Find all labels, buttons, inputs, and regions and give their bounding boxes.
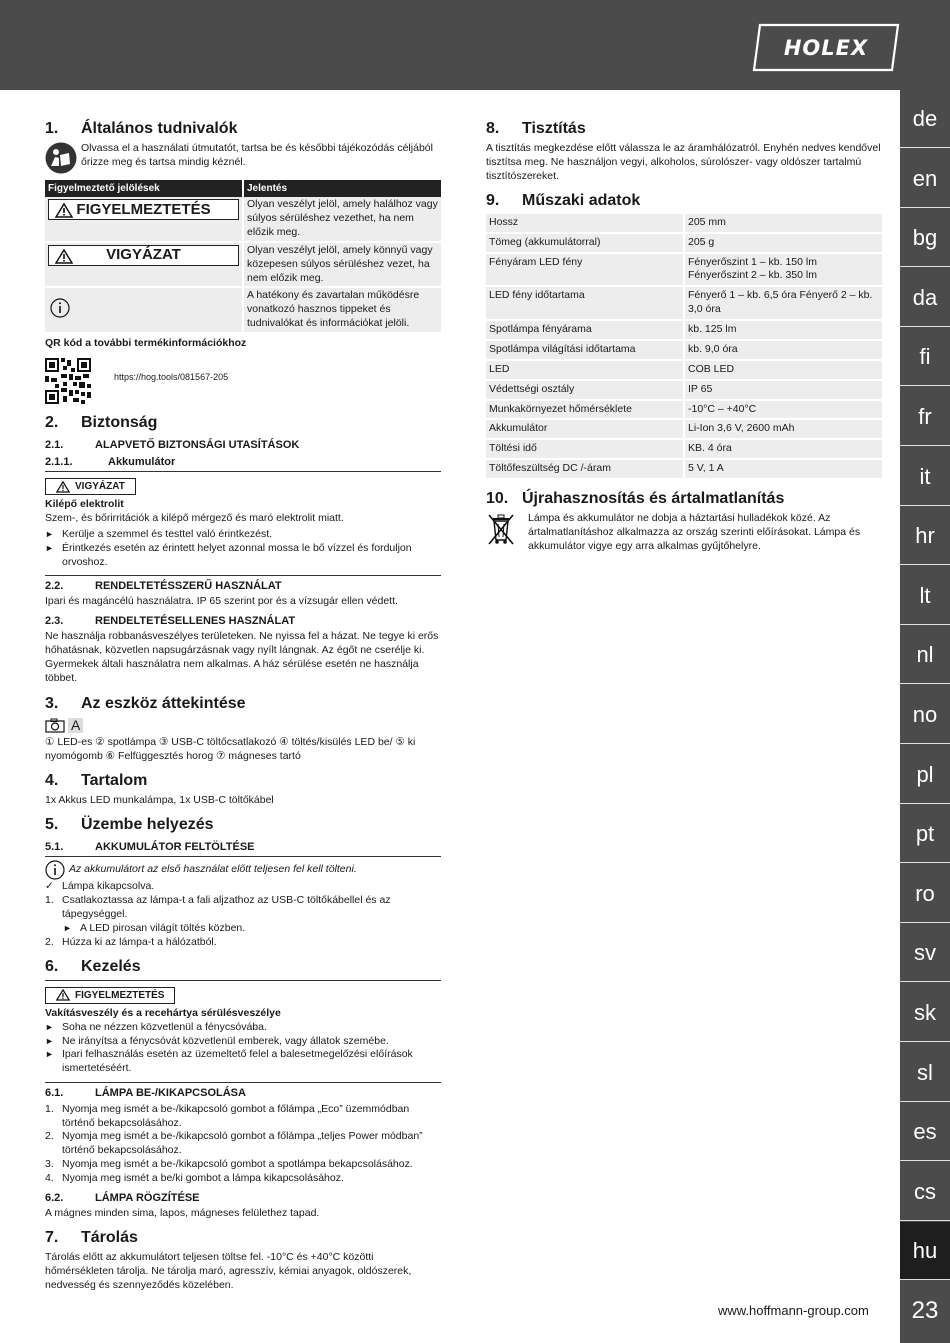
table-row [486,214,882,233]
spec-value: 205 mm [684,214,882,233]
section-2-1-heading: 2.1. ALAPVETŐ BIZTONSÁGI UTASÍTÁSOK [45,439,300,451]
info-icon [50,298,70,318]
language-tab-pl[interactable]: pl [900,746,950,804]
section-2-3-heading: 2.3. RENDELTETÉSELLENES HASZNÁLAT [45,614,296,627]
spec-value: Li-Ion 3,6 V, 2600 mAh [684,419,882,439]
language-tab-pt[interactable]: pt [900,805,950,863]
spec-label: Munkakörnyezet hőmérséklete [486,400,684,420]
list-item: ► Érintkezés esetén az érintett helyet azonnal mossa le bő vízzel és forduljon orvoshoz. [45,541,412,568]
spec-value: Fényerőszint 1 – kb. 150 lm Fényerőszint 2 – kb. 350 lm [684,253,882,287]
warning-triangle-icon [55,249,73,264]
signal-words-table: Figyelmeztető jelölések Jelentés FIGYELMEZTETÉS Olyan veszélyt jelöl, amely halálhoz vagy súlyos sérüléshez vezethet, ha nem előzik meg. VIGYÁZAT Olyan veszélyt jelöl, amely könnyű vagy közepesen súlyos sérüléshez vezet, ha nem előzik meg. A hatékony és zavartalan működésre vonatkozó hasznos tippeket és tudnivalókat és információkat jelöli. [45,180,441,334]
spec-label: Spotlámpa fényárama [486,320,684,340]
holex-logo [752,23,900,72]
camera-icon [45,718,65,733]
table-row [486,400,882,420]
spec-label: Töltési idő [486,439,684,459]
table-row [486,233,882,253]
qr-code-icon [45,358,91,404]
warning-triangle-icon [56,481,70,493]
table-row [486,419,882,439]
language-tab-sk[interactable]: sk [900,984,950,1042]
language-tab-es[interactable]: es [900,1103,950,1161]
language-tab-lt[interactable]: lt [900,567,950,625]
language-tab-cs[interactable]: cs [900,1163,950,1221]
left-column: 1. Általános tudnivalók Olvassa el a használati útmutatót, tartsa be és későbbi tájékozódás céljából őrizze meg és tartsa mindig kéznél. Figyelmeztető jelölések Jelentés FIGYELMEZTETÉS Olyan veszélyt jelöl, amely halálhoz vagy súlyos sérüléshez vezethet, ha nem előzik meg. VIGYÁZAT Olyan veszélyt jelöl, amely könnyű vagy közepesen súlyos sérüléshez vezet, ha nem előzik meg. A hatékony és zavartalan működésre vonatkozó hasznos tippeket és tudnivalókat és információkat jelöli. QR kód a további termékinformációkhoz https://hog.tools/081567-205 2. Biztonság 2.1. ALAPVETŐ BIZTONSÁGI UTASÍTÁSOK 2.1.1. Akkumulátor VIGYÁZAT Kilépő elektrolit Szem-, és bőrirritációk a kilépő mérgező és maró elektrolit miatt. ► Kerülje a szemmel és testtel való érintkezést. ► Érintkezés esetén az érintett helyet azonnal mossa le bő vízzel és forduljon orvoshoz. 2.2. RENDELTETÉSSZERŰ HASZNÁLAT Ipari és magáncélú használatra. IP 65 szerint por és a vízsugár ellen védett. 2.3. RENDELTETÉSELLENES HASZNÁLAT Ne használja robbanásveszélyes területeken. Ne nyissa fel a házat. Ne tegye ki erős hőhatásnak, közvetlen napsugárzásnak vagy nyílt lángnak. Az égőt ne cserélje ki. Gyermekek általi használatra nem alkalmas. A ház sérülése esetén ne használja többet. 3. Az eszköz áttekintése A ① LED-es ② spotlámpa ③ USB-C töltőcsatlakozó ④ töltés/kisülés LED be/ ⑤ ki nyomógomb ⑥ Felfüggesztés horog ⑦ mágneses tartó 4. Tartalom 1x Akkus LED munkalámpa, 1x USB-C töltőkábel 5. Üzembe helyezés 5.1. AKKUMULÁTOR FELTÖLTÉSE Az akkumulátort az első használat előtt teljesen fel kell tölteni. ✓ Lámpa kikapcsolva. 1. Csatlakoztassa az lámpa-t a fali aljzathoz az USB-C töltőkábellel és az tápegységgel. ► A LED pirosan világít töltés közben. 2. Húzza ki az lámpa-t a hálózatból. 6. Kezelés FIGYELMEZTETÉS Vakításveszély és a recehártya sérülésveszélye ► Soha ne nézzen közvetlenül a fénycsóvába. ► Ne irányítsa a fénycsóvát közvetlenül emberek, vagy állatok szemébe. ► Ipari felhasználás esetén az üzemeltető felel a balesetmegelőzési előírások ismertetéséért. 6.1. LÁMPA BE-/KIKAPCSOLÁSA 1. Nyomja meg ismét a be-/kikapcsoló gombot a főlámpa „Eco” üzemmódban történő bekapcsolásához. 2. Nyomja meg ismét a be-/kikapcsoló gombot a főlámpa „teljes Power módban” történő bekapcsolásához. 3. Nyomja meg ismét a be-/kikapcsoló gombot a spotlámpa bekapcsolásához. 4. Nyomja meg ismét a be/ki gombot a lámpa kikapcsolásához. 6.2. LÁMPA RÖGZÍTÉSE A mágnes minden sima, lapos, mágneses felülethez tapad. 7. Tárolás Tárolás előtt az akkumulátort teljesen töltse fel. -10°C és +40°C közötti hőmérsékleten tárolja. Ne tárolja maró, agresszív, kémiai anyagok, oldószerek, nedvesség és szennyeződés közelében. [45,112,441,1295]
spec-value: Fényerő 1 – kb. 6,5 óra Fényerő 2 – kb. 3,0 óra [684,286,882,320]
language-sidebar [900,90,950,1343]
spec-value: 5 V, 1 A [684,459,882,479]
section-1-heading: 1. Általános tudnivalók [45,120,238,137]
section-3-heading: 3. Az eszköz áttekintése [45,694,246,712]
section-6-heading: 6. Kezelés [45,957,141,975]
section-6-2-heading: 6.2. LÁMPA RÖGZÍTÉSE [45,1191,200,1204]
table-row [486,340,882,360]
language-tab-sv[interactable]: sv [900,924,950,982]
table-row [486,253,882,287]
section-2-2-heading: 2.2. RENDELTETÉSSZERŰ HASZNÁLAT [45,575,441,594]
warning-signal-box: FIGYELMEZTETÉS [48,199,239,220]
spec-label: Töltőfeszültség DC /-áram [486,459,684,479]
table-row [486,439,882,459]
language-tab-ro[interactable]: ro [900,865,950,923]
spec-label: Védettségi osztály [486,380,684,400]
language-tab-de[interactable]: de [900,90,950,148]
spec-label: LED [486,360,684,380]
header-bar [0,0,950,90]
list-item: ► Soha ne nézzen közvetlenül a fénycsóvába. [45,1020,267,1033]
section-8-heading: 8. Tisztítás [486,120,586,137]
caution-signal-box: VIGYÁZAT [48,245,239,266]
warning-triangle-icon [55,203,73,218]
spec-value: 205 g [684,233,882,253]
warning-triangle-icon [56,989,70,1001]
language-tab-nl[interactable]: nl [900,626,950,684]
language-tab-da[interactable]: da [900,269,950,327]
language-tab-no[interactable]: no [900,686,950,744]
spec-value: IP 65 [684,380,882,400]
qr-title: QR kód a további termékinformációkhoz [45,337,247,350]
figure-label: A [68,718,83,733]
language-tab-fi[interactable]: fi [900,328,950,386]
language-tab-it[interactable]: it [900,448,950,506]
warning-label: FIGYELMEZTETÉS [45,987,175,1004]
table-row [486,380,882,400]
section-2-1-1-heading: 2.1.1. Akkumulátor [45,455,176,468]
spec-label: Tömeg (akkumulátorral) [486,233,684,253]
language-tab-fr[interactable]: fr [900,388,950,446]
spec-label: LED fény időtartama [486,286,684,320]
list-item: ► Ne irányítsa a fénycsóvát közvetlenül emberek, vagy állatok szemébe. [45,1034,389,1047]
spec-value: kb. 125 lm [684,320,882,340]
language-tab-hu[interactable]: hu [900,1222,950,1280]
section-5-heading: 5. Üzembe helyezés [45,815,214,833]
page-number: 23 [911,1297,939,1324]
crossed-bin-icon [486,512,516,546]
section-4-heading: 4. Tartalom [45,771,148,789]
spec-label: Spotlámpa világítási időtartama [486,340,684,360]
language-tab-hr[interactable]: hr [900,507,950,565]
info-icon [45,860,65,880]
language-tab-bg[interactable]: bg [900,209,950,267]
section-7-heading: 7. Tárolás [45,1229,138,1247]
spec-value: COB LED [684,360,882,380]
spec-value: -10°C – +40°C [684,400,882,420]
footer-url[interactable]: www.hoffmann-group.com [718,1303,869,1318]
section-9-heading: 9. Műszaki adatok [486,191,641,209]
spec-label: Fényáram LED fény [486,253,684,287]
qr-url: https://hog.tools/081567-205 [114,372,229,383]
read-manual-icon [45,142,77,174]
right-column: 8. Tisztítás A tisztítás megkezdése előtt válassza le az áramhálózatról. Enyhén nedves kendővel tisztítsa meg. Ne használjon vegyi, alkoholos, súrolószer- vagy oldószer tartalmú tisztítószereket. 9. Műszaki adatok Hossz 205 mm Tömeg (akkumulátorral) 205 g Fényáram LED fény Fényerőszint 1 – kb. 150 lm Fényerőszint 2 – kb. 350 lm LED fény időtartama Fényerő 1 – kb. 6,5 óra Fényerő 2 – kb. 3,0 óra Spotlámpa fényárama kb. 125 lm Spotlámpa világítási időtartama kb. 9,0 óra LED COB LED Védettségi osztály IP 65 Munkakörnyezet hőmérséklete -10°C – +40°C Akkumulátor Li-Ion 3,6 V, 2600 mAh Töltési idő KB. 4 óra Töltőfeszültség DC /-áram 5 V, 1 A 10. Újrahasznosítás és ártalmatlanítás Lámpa és akkumulátor ne dobja a háztartási hulladékok közé. Az ártalmatlanításhoz alkalmazza az ország szerinti előírásokat. Lámpa és akkumulátor vigye egy arra alkalmas gyűjtőhelyre. [486,120,881,552]
table-row [486,286,882,320]
list-item: ► Kerülje a szemmel és testtel való érintkezést. [45,527,273,540]
spec-label: Akkumulátor [486,419,684,439]
technical-data-table [486,214,882,480]
list-item: ► Ipari felhasználás esetén az üzemeltető felel a balesetmegelőzési előírások ismertetéséért. [45,1048,413,1075]
section-6-1-heading: 6.1. LÁMPA BE-/KIKAPCSOLÁSA [45,1082,441,1101]
spec-value: kb. 9,0 óra [684,340,882,360]
caution-label: VIGYÁZAT [45,478,136,495]
language-tab-en[interactable]: en [900,150,950,208]
language-tab-sl[interactable]: sl [900,1044,950,1102]
section-2-heading: 2. Biztonság [45,413,158,431]
section-10-heading: 10. Újrahasznosítás és ártalmatlanítás [486,489,785,507]
spec-label: Hossz [486,214,684,233]
table-row [486,360,882,380]
section-5-1-heading: 5.1. AKKUMULÁTOR FELTÖLTÉSE [45,840,255,853]
table-row [486,459,882,479]
svg-text:HOLEX: HOLEX [783,36,869,60]
table-row [486,320,882,340]
spec-value: KB. 4 óra [684,439,882,459]
